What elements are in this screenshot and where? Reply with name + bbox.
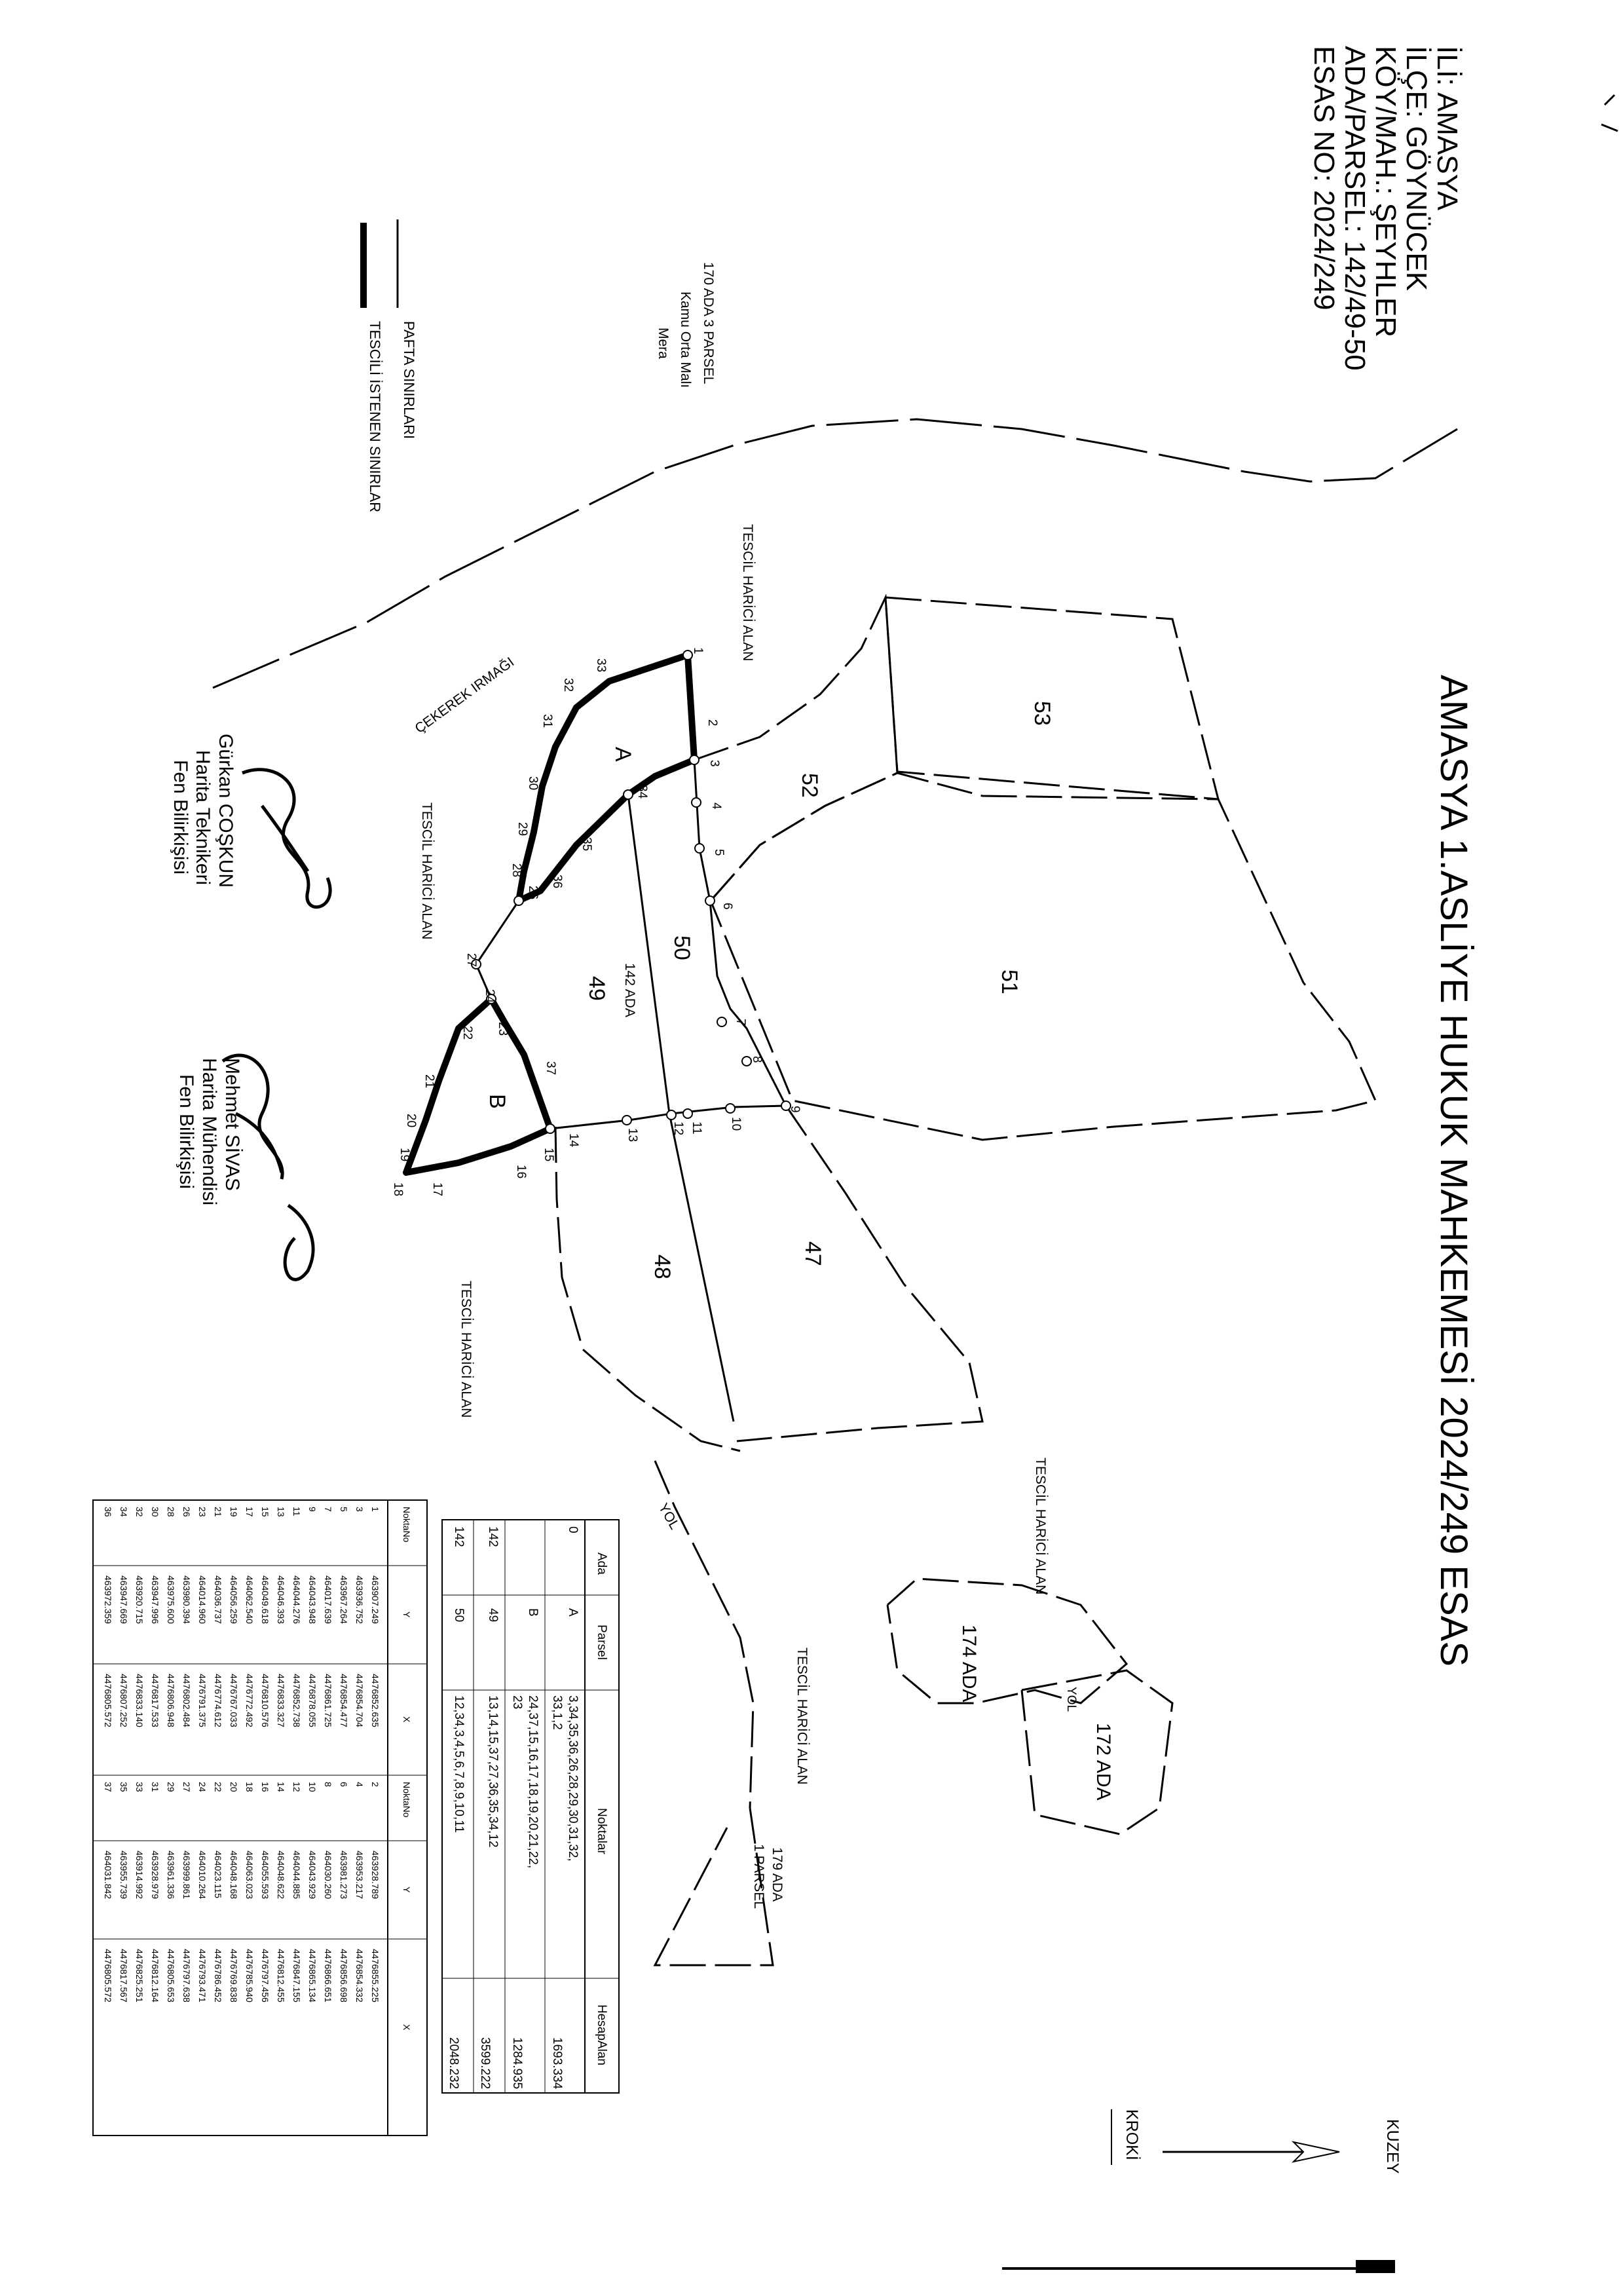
tescil-harici-top: TESCİL HARİCİ ALAN [740, 524, 755, 662]
signature-right [176, 1055, 313, 1279]
coord-cell-right-4-0: 10 [307, 1782, 318, 1792]
pt-label-37: 37 [544, 1061, 557, 1076]
pt-label-12: 12 [671, 1121, 685, 1136]
pt-label-5: 5 [712, 849, 726, 856]
coord-cell-right-14-1: 463928.979 [150, 1851, 160, 1899]
coord-cell-right-6-2: 4476812.455 [276, 1949, 286, 2003]
pt-label-24: 24 [483, 989, 496, 1004]
tescil-harici-bottom: TESCİL HARİCİ ALAN [458, 1281, 474, 1418]
legend [364, 219, 417, 512]
coord-cell-right-3-0: 8 [323, 1782, 333, 1787]
header-koy: KÖY/MAH.: ŞEYHLER [1370, 46, 1402, 338]
boundary-174 [887, 1579, 1127, 1703]
coord-cell-left-1-1: 463936.752 [354, 1575, 365, 1624]
coord-cell-right-17-0: 37 [103, 1782, 113, 1792]
coord-cell-right-15-0: 33 [134, 1782, 145, 1792]
parcel-labels [485, 701, 1054, 1279]
coord-cell-left-12-2: 4476802.484 [181, 1674, 192, 1727]
area-row4-ada: 142 [452, 1526, 466, 1547]
coord-cell-left-2-2: 4476854.477 [339, 1674, 349, 1727]
coord-cell-left-3-1: 464017.639 [323, 1575, 333, 1624]
coord-cell-right-2-2: 4476856.698 [339, 1949, 349, 2003]
ada-172-label: 172 ADA [1092, 1723, 1114, 1801]
legend-tescil-label: TESCİLİ İSTENEN SINIRLAR [367, 321, 383, 513]
coord-cell-left-12-1: 463980.394 [181, 1575, 192, 1624]
coord-cell-right-2-0: 6 [339, 1782, 349, 1787]
signature-left-name: Gürkan COŞKUN [215, 734, 236, 888]
requested-boundaries [406, 655, 694, 1173]
pt-label-17: 17 [430, 1182, 444, 1197]
area-header-ada: Ada [595, 1553, 608, 1575]
coord-cell-right-2-1: 463981.273 [339, 1851, 349, 1899]
coord-header-x-r: X [401, 2024, 412, 2031]
coord-cell-right-14-2: 4476812.164 [150, 1949, 160, 2003]
point-labels [391, 647, 802, 1196]
coord-cell-left-1-0: 3 [354, 1507, 365, 1512]
pt-label-4: 4 [709, 802, 723, 810]
coord-cell-left-13-0: 28 [166, 1507, 176, 1517]
coord-cell-left-3-0: 7 [323, 1507, 333, 1512]
coord-cell-left-13-2: 4476806.948 [166, 1674, 176, 1727]
coord-cell-left-15-1: 463920.715 [134, 1575, 145, 1624]
coord-cell-left-17-1: 463972.359 [103, 1575, 113, 1624]
coord-cell-left-9-1: 464056.259 [229, 1575, 239, 1624]
coord-cell-right-13-2: 4476805.653 [166, 1949, 176, 2003]
area-row2-parsel: B [526, 1608, 540, 1617]
point-1 [683, 650, 692, 660]
coord-header-y-l: Y [401, 1611, 412, 1618]
ada-179-parsel: 1 PARSEL [751, 1844, 766, 1909]
area-row3-noktalar: 13,14,15,37,27,36,35,34,12 [486, 1695, 500, 1848]
pt-label-7: 7 [734, 1019, 747, 1026]
pt-label-26: 26 [526, 886, 540, 900]
pt-label-18: 18 [391, 1182, 405, 1197]
area-a-label: A [610, 747, 635, 762]
coord-cell-right-9-2: 4476769.838 [229, 1949, 239, 2003]
road-label-small: YOL [1064, 1687, 1078, 1712]
coord-header-y-r: Y [401, 1887, 412, 1893]
pt-label-10: 10 [729, 1117, 743, 1131]
point-8 [742, 1057, 751, 1066]
pt-label-28: 28 [510, 863, 523, 878]
coord-cell-left-16-2: 4476807.252 [119, 1674, 129, 1727]
area-row1-noktalar-1: 3,34,35,36,26,28,29,30,31,32, [566, 1695, 580, 1862]
tescil-harici-labels [419, 524, 1048, 1784]
pt-label-3: 3 [707, 760, 721, 767]
coord-header-no-l: NoktaNo [401, 1507, 412, 1543]
line-27-36 [476, 901, 519, 964]
parcel-51: 51 [997, 969, 1022, 994]
coord-cell-right-12-0: 27 [181, 1782, 192, 1792]
coord-cell-right-3-1: 464030.260 [323, 1851, 333, 1899]
ada170-sub2: Mera [656, 328, 671, 359]
pt-label-11: 11 [690, 1121, 703, 1135]
pt-label-29: 29 [515, 822, 529, 837]
pt-label-35: 35 [580, 837, 593, 852]
coord-cell-left-17-0: 36 [103, 1507, 113, 1517]
coord-header-no-r: NoktaNo [401, 1782, 412, 1818]
coord-cell-right-10-1: 464023.115 [213, 1851, 223, 1898]
tescil-harici-left: TESCİL HARİCİ ALAN [419, 802, 434, 940]
coord-cell-left-15-0: 32 [134, 1507, 145, 1517]
area-header-alan: HesapAlan [595, 2004, 608, 2065]
parcel-52: 52 [797, 773, 822, 798]
coord-cell-left-12-0: 26 [181, 1507, 192, 1517]
coord-cell-left-3-2: 4476861.725 [323, 1674, 333, 1727]
coord-cell-right-4-2: 4476865.134 [307, 1949, 318, 2003]
boundary-48 [555, 1127, 740, 1451]
line-50-west [694, 760, 786, 1106]
pt-label-1: 1 [691, 647, 705, 654]
pt-label-13: 13 [625, 1128, 639, 1142]
coord-cell-right-8-1: 464063.023 [244, 1851, 255, 1899]
coord-cell-right-16-1: 463955.739 [119, 1851, 129, 1899]
coord-cell-left-15-2: 4476833.140 [134, 1674, 145, 1727]
point-10 [726, 1104, 735, 1113]
coord-cell-right-9-0: 20 [229, 1782, 239, 1792]
signature-left-role: Fen Bilirkişisi [170, 760, 191, 875]
coord-cell-left-5-2: 4476852.738 [291, 1674, 302, 1727]
signature-right-title: Harita Mühendisi [198, 1058, 220, 1206]
coord-cell-left-5-0: 11 [291, 1507, 302, 1516]
point-36 [514, 896, 523, 905]
header-ada-parsel: ADA/PARSEL: 142/49-50 [1339, 46, 1371, 371]
parcel-48: 48 [650, 1254, 675, 1279]
point-13 [622, 1116, 631, 1125]
area-row1-parsel: A [566, 1608, 580, 1617]
area-row4-noktalar: 12,34,3,4,5,6,7,8,9,10,11 [452, 1695, 466, 1833]
pt-label-20: 20 [404, 1114, 418, 1128]
coord-cell-right-0-1: 463928.789 [370, 1851, 381, 1899]
coord-cell-right-4-1: 464043.929 [307, 1851, 318, 1899]
coord-cell-right-1-2: 4476854.332 [354, 1949, 365, 2003]
coord-cell-right-11-1: 464010.264 [197, 1851, 208, 1899]
coord-cell-left-11-0: 23 [197, 1507, 208, 1517]
coord-cell-left-8-0: 17 [244, 1507, 255, 1517]
coord-header-x-l: X [401, 1716, 412, 1723]
coord-cell-left-13-1: 463975.600 [166, 1575, 176, 1624]
header-esas: ESAS NO: 2024/249 [1308, 46, 1340, 311]
coord-cell-left-6-1: 464046.393 [276, 1575, 286, 1624]
area-row2-noktalar-2: 23 [510, 1695, 524, 1710]
tescil-harici-road: TESCİL HARİCİ ALAN [794, 1647, 810, 1785]
coord-cell-right-6-1: 464048.622 [276, 1851, 286, 1899]
coord-cell-left-1-2: 4476854.704 [354, 1674, 365, 1727]
point-12 [667, 1110, 676, 1120]
pt-label-30: 30 [526, 776, 540, 791]
coord-cell-left-8-2: 4476772.492 [244, 1674, 255, 1727]
coord-cell-right-7-0: 16 [260, 1782, 270, 1792]
area-b-label: B [485, 1094, 510, 1109]
tescil-harici-right: TESCİL HARİCİ ALAN [1033, 1458, 1048, 1595]
area-table [442, 1520, 619, 2093]
parcel-50: 50 [669, 935, 694, 960]
header-block [1308, 46, 1463, 371]
coord-cell-right-10-2: 4476786.452 [213, 1949, 223, 2003]
coord-cell-right-15-1: 463914.992 [134, 1851, 145, 1899]
signature-right-role: Fen Bilirkişisi [176, 1074, 197, 1190]
header-ilce: İLÇE: GÖYNÜCEK [1400, 46, 1432, 292]
area-row1-ada: 0 [566, 1526, 580, 1534]
point-5 [695, 844, 704, 853]
coord-cell-left-0-2: 4476852.635 [370, 1674, 381, 1727]
coord-cell-right-0-2: 4476855.225 [370, 1949, 381, 2003]
point-3 [690, 755, 699, 764]
signature-left [170, 734, 330, 907]
area-row3-ada: 142 [486, 1526, 500, 1547]
pt-label-33: 33 [594, 658, 608, 673]
coord-cell-right-17-2: 4476805.572 [103, 1949, 113, 2003]
point-11 [683, 1109, 692, 1118]
coord-cell-left-10-0: 21 [213, 1507, 223, 1517]
coord-cell-right-16-2: 4476817.567 [119, 1949, 129, 2003]
boundary-51 [711, 773, 1375, 1140]
coord-cell-left-16-1: 463947.669 [119, 1575, 129, 1624]
pt-label-31: 31 [540, 714, 554, 728]
ada170-label: 170 ADA 3 PARSEL [701, 262, 716, 385]
road-label: YOL [655, 1501, 682, 1532]
boundary-47 [737, 1106, 982, 1441]
coord-cell-right-12-1: 463999.861 [181, 1851, 192, 1899]
coord-cell-left-0-0: 1 [370, 1507, 381, 1512]
pt-label-9: 9 [788, 1106, 802, 1113]
ada-174-label: 174 ADA [958, 1625, 980, 1703]
pt-label-15: 15 [542, 1148, 555, 1162]
point-7 [717, 1017, 726, 1026]
coord-table [93, 1500, 427, 2136]
coord-cell-right-5-2: 4476847.155 [291, 1949, 302, 2003]
coord-cell-left-17-2: 4476805.572 [103, 1674, 113, 1727]
coord-cell-left-6-2: 4476833.327 [276, 1674, 286, 1727]
point-6 [705, 896, 715, 905]
coord-cell-left-2-0: 5 [339, 1507, 349, 1512]
pt-label-16: 16 [514, 1165, 528, 1179]
coord-cell-right-8-2: 4476785.940 [244, 1949, 255, 2003]
pt-label-22: 22 [460, 1026, 474, 1040]
coord-cell-left-2-1: 463967.264 [339, 1575, 349, 1624]
area-row4-parsel: 50 [452, 1608, 466, 1623]
coord-cell-right-11-2: 4476793.471 [197, 1949, 208, 2003]
coord-cell-left-16-0: 34 [119, 1507, 129, 1517]
coord-cell-left-7-1: 464049.618 [260, 1575, 270, 1624]
coord-cell-left-14-2: 4476817.533 [150, 1674, 160, 1727]
point-34 [624, 790, 633, 799]
coord-cell-left-11-1: 464014.960 [197, 1575, 208, 1624]
area-row2-noktalar-1: 24,37,15,16,17,18,19,20,21,22, [526, 1695, 540, 1869]
area-header-noktalar: Noktalar [595, 1808, 608, 1854]
parcel-49: 49 [584, 976, 609, 1001]
coord-cell-left-11-2: 4476791.375 [197, 1674, 208, 1727]
pt-label-19: 19 [398, 1148, 411, 1162]
ada-179-label: 179 ADA [770, 1847, 785, 1902]
coord-cell-left-9-0: 19 [229, 1507, 239, 1517]
coord-cell-right-1-1: 463953.217 [354, 1851, 365, 1899]
pt-label-32: 32 [561, 678, 575, 692]
margin-tick-mark [1601, 95, 1618, 131]
pt-label-21: 21 [422, 1074, 436, 1089]
boundary-53 [886, 597, 1218, 799]
pt-label-23: 23 [496, 1022, 510, 1036]
coord-cell-right-7-1: 464055.593 [260, 1851, 270, 1899]
coord-cell-right-5-1: 464044.885 [291, 1851, 302, 1899]
coord-cell-left-7-2: 4476810.576 [260, 1674, 270, 1727]
coord-cell-right-17-1: 464031.842 [103, 1851, 113, 1899]
coord-cell-left-4-1: 464043.948 [307, 1575, 318, 1624]
pt-label-8: 8 [750, 1056, 764, 1063]
coord-cell-right-8-0: 18 [244, 1782, 255, 1792]
parcel-53: 53 [1030, 701, 1054, 726]
area-row1-alan: 1693.334 [550, 2037, 564, 2090]
signature-left-title: Harita Teknikeri [192, 750, 214, 886]
pt-label-2: 2 [705, 719, 719, 726]
legend-pafta-label: PAFTA SINIRLARI [401, 321, 417, 440]
coord-cell-right-6-0: 14 [276, 1782, 286, 1792]
pt-label-6: 6 [720, 903, 734, 910]
coord-cell-right-5-0: 12 [291, 1782, 302, 1792]
coord-cell-left-8-1: 464062.540 [244, 1575, 255, 1624]
header-il: İLİ: AMASYA [1431, 46, 1463, 211]
coord-cell-left-10-1: 464036.737 [213, 1575, 223, 1624]
area-row2-alan: 1284.935 [510, 2037, 524, 2090]
kroki-label: KROKİ [1123, 2109, 1141, 2160]
coord-cell-right-9-1: 464048.168 [229, 1851, 239, 1899]
court-title: AMASYA 1.ASLİYE HUKUK MAHKEMESİ 2024/249 ESAS [1432, 675, 1475, 1667]
area-row3-parsel: 49 [486, 1608, 500, 1623]
coord-cell-left-4-0: 9 [307, 1507, 318, 1512]
coord-cell-left-0-1: 463907.249 [370, 1575, 381, 1624]
area-row1-noktalar-2: 33,1,2 [550, 1695, 564, 1730]
coord-cell-left-14-0: 30 [150, 1507, 160, 1517]
parcel-lines-solid [476, 760, 786, 1421]
signature-left-scribble [242, 770, 330, 907]
parcel-47: 47 [800, 1241, 825, 1266]
coord-cell-right-11-0: 24 [197, 1782, 208, 1792]
boundary-area-a [519, 655, 694, 901]
coord-cell-right-7-2: 4476797.456 [260, 1949, 270, 2003]
signature-right-name: Mehmet SİVAS [221, 1058, 243, 1191]
coord-cell-right-13-1: 463961.336 [166, 1851, 176, 1899]
coord-cell-right-16-0: 35 [119, 1782, 129, 1792]
river-lines [213, 419, 1457, 688]
ada-142-label: 142 ADA [622, 963, 637, 1017]
pt-label-27: 27 [464, 953, 478, 968]
corner-mark [1356, 2260, 1395, 2273]
coord-cell-left-6-0: 13 [276, 1507, 286, 1517]
area-header-parsel: Parsel [595, 1625, 608, 1660]
area-row4-alan: 2048.232 [447, 2037, 460, 2090]
pt-label-36: 36 [550, 875, 564, 889]
coord-cell-right-15-2: 4476825.251 [134, 1949, 145, 2003]
coord-cell-right-0-0: 2 [370, 1782, 381, 1787]
kuzey-label: KUZEY [1383, 2119, 1402, 2174]
area-row3-alan: 3599.222 [478, 2037, 492, 2090]
river-bank-lower [213, 419, 1457, 688]
coord-cell-left-10-2: 4476774.612 [213, 1674, 223, 1727]
coord-cell-right-14-0: 31 [150, 1782, 160, 1792]
ada170-sub1: Kamu Orta Malı [678, 292, 693, 388]
coord-cell-left-5-1: 464044.276 [291, 1575, 302, 1624]
coord-cell-left-9-2: 4476767.033 [229, 1674, 239, 1727]
coord-cell-right-12-2: 4476797.638 [181, 1949, 192, 2003]
coord-cell-left-14-1: 463947.996 [150, 1575, 160, 1624]
pt-label-34: 34 [635, 785, 649, 799]
coord-cell-right-1-0: 4 [354, 1782, 365, 1787]
coord-cell-left-7-0: 15 [260, 1507, 270, 1517]
north-arrow [1111, 2109, 1402, 2174]
coord-cell-left-4-2: 4476878.055 [307, 1674, 318, 1727]
point-14 [546, 1124, 555, 1133]
coord-cell-right-3-2: 4476866.651 [323, 1949, 333, 2003]
coord-cell-right-10-0: 22 [213, 1782, 223, 1792]
coord-cell-right-13-0: 29 [166, 1782, 176, 1792]
pt-label-14: 14 [567, 1133, 580, 1148]
river-label: ÇEKEREK IRMAĞI [412, 654, 517, 737]
point-4 [692, 798, 701, 807]
parcel-boundaries [555, 597, 1375, 1965]
